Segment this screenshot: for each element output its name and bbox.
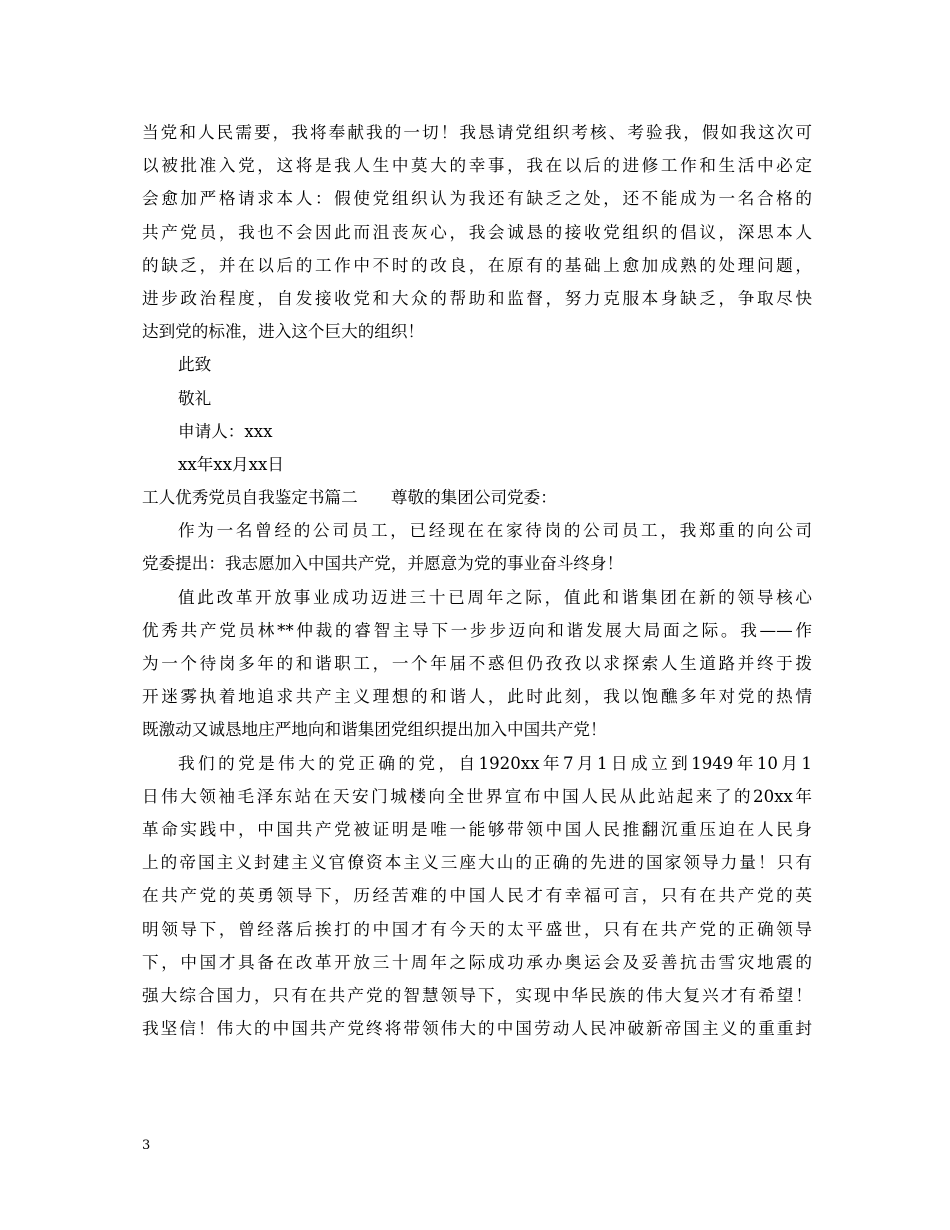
text-line: 优秀共产党员林**仲裁的睿智主导下一步步迈向和谐发展大局面之际。我——作: [142, 620, 812, 640]
text-line: 我们的党是伟大的党正确的党，自1920xx年7月1日成立到1949年10月1: [178, 753, 812, 773]
text-line: 上的帝国主义封建主义官僚资本主义三座大山的正确的先进的国家领导力量！只有: [142, 853, 812, 873]
text-line: 下，中国才具备在改革开放三十周年之际成功承办奥运会及妥善抗击雪灾地震的: [142, 952, 812, 972]
text-line: 以被批准入党，这将是我人生中莫大的幸事，我在以后的进修工作和生活中必定: [142, 156, 812, 176]
text-line: 的缺乏，并在以后的工作中不时的改良，在原有的基础上愈加成熟的处理问题，: [142, 255, 812, 275]
text-line: 当党和人民需要，我将奉献我的一切！我恳请党组织考核、考验我，假如我这次可: [142, 123, 812, 142]
text-line: 作为一名曾经的公司员工，已经现在在家待岗的公司员工，我郑重的向公司: [178, 521, 812, 541]
text-line: 我坚信！伟大的中国共产党终将带领伟大的中国劳动人民冲破新帝国主义的重重封: [142, 1019, 812, 1039]
text-line: 明领导下，曾经落后挨打的中国才有今天的太平盛世，只有在共产党的正确领导: [142, 919, 812, 939]
document-body: [142, 116, 812, 1045]
closing-salutation: 此致: [178, 355, 212, 375]
text-line: 日伟大领袖毛泽东站在天安门城楼向全世界宣布中国人民从此站起来了的20xx年: [142, 786, 812, 806]
text-line: 既激动又诚恳地庄严地向和谐集团党组织提出加入中国共产党！: [142, 720, 607, 740]
applicant-signature: 申请人：xxx: [178, 421, 273, 441]
page-number: 3: [142, 1138, 151, 1153]
text-line: 开迷雾执着地追求共产主义理想的和谐人，此时此刻，我以饱醮多年对党的热情: [142, 687, 812, 707]
text-line: 党委提出：我志愿加入中国共产党，并愿意为党的事业奋斗终身！: [142, 554, 624, 574]
text-line: 会愈加严格请求本人：假使党组织认为我还有缺乏之处，还不能成为一名合格的: [142, 189, 812, 209]
text-line: 革命实践中，中国共产党被证明是唯一能够带领中国人民推翻沉重压迫在人民身: [142, 819, 812, 839]
text-line: 达到党的标准，进入这个巨大的组织！: [142, 322, 425, 342]
text-line: 强大综合国力，只有在共产党的智慧领导下，实现中华民族的伟大复兴才有希望！: [142, 985, 812, 1005]
closing-regards: 敬礼: [178, 388, 212, 408]
text-line: 值此改革开放事业成功迈进三十已周年之际，值此和谐集团在新的领导核心: [178, 587, 812, 607]
text-line: 共产党员，我也不会因此而沮丧灰心，我会诚恳的接收党组织的倡议，深思本人: [142, 222, 812, 242]
signature-date: xx年xx月xx日: [178, 454, 284, 474]
text-line: 进步政治程度，自发接收党和大众的帮助和监督，努力克服本身缺乏，争取尽快: [142, 288, 812, 308]
text-line: 在共产党的英勇领导下，历经苦难的中国人民才有幸福可言，只有在共产党的英: [142, 886, 812, 906]
section-heading: 工人优秀党员自我鉴定书篇二 尊敬的集团公司党委：: [142, 488, 557, 508]
text-line: 为一个待岗多年的和谐职工，一个年届不惑但仍孜孜以求探索人生道路并终于拨: [142, 654, 812, 673]
